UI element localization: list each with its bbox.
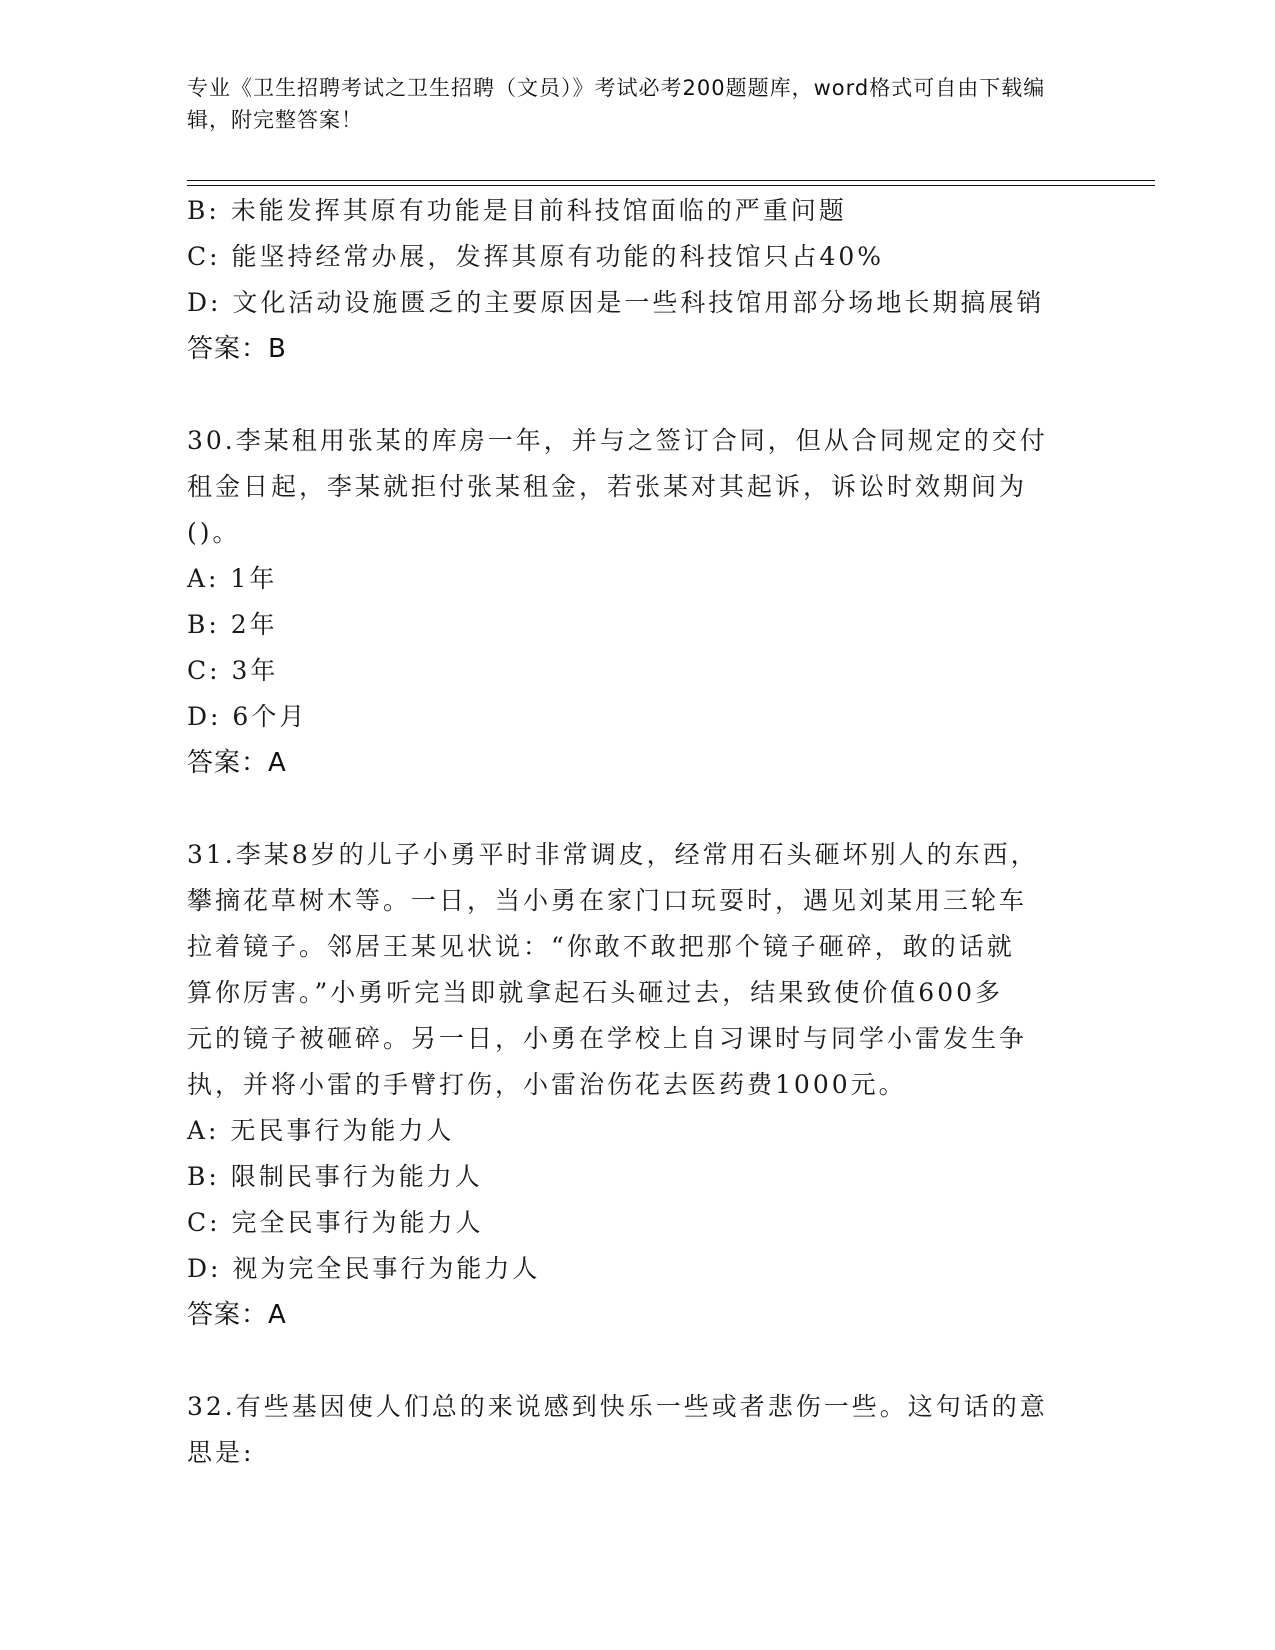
question-stem-line: ()。 <box>187 518 241 547</box>
header-title: 专业《卫生招聘考试之卫生招聘（文员）》考试必考200题题库，word格式可自由下载编辑，附完整答案！ <box>187 76 1046 132</box>
option-a: A: 1年 <box>187 564 278 593</box>
option-b: B: 限制民事行为能力人 <box>187 1162 483 1191</box>
document-header <box>187 72 1067 136</box>
option-d: D: 视为完全民事行为能力人 <box>187 1254 541 1283</box>
spacer <box>187 786 1077 832</box>
answer-label: 答案：A <box>187 748 287 778</box>
option-c: C: 完全民事行为能力人 <box>187 1208 484 1237</box>
option-c: C: 能坚持经常办展，发挥其原有功能的科技馆只占40% <box>187 242 885 271</box>
question-stem-line: 31.李某8岁的儿子小勇平时非常调皮，经常用石头砸坏别人的东西， <box>187 840 1039 869</box>
header-divider-bottom <box>187 185 1155 186</box>
option-c: C: 3年 <box>187 656 279 685</box>
spacer <box>187 1338 1077 1384</box>
question-block-31 <box>187 832 1077 1338</box>
question-stem-line: 元的镜子被砸碎。另一日，小勇在学校上自习课时与同学小雷发生争 <box>187 1024 1028 1053</box>
question-stem-line: 算你厉害。”小勇听完当即就拿起石头砸过去，结果致使价值600多 <box>187 978 1004 1007</box>
question-stem-line: 执，并将小雷的手臂打伤，小雷治伤花去医药费1000元。 <box>187 1070 907 1099</box>
option-d: D: 6个月 <box>187 702 308 731</box>
answer-label: 答案：B <box>187 334 287 364</box>
question-block-32 <box>187 1384 1077 1476</box>
question-stem-line: 32.有些基因使人们总的来说感到快乐一些或者悲伤一些。这句话的意 <box>187 1392 1048 1421</box>
question-stem-line: 租金日起，李某就拒付张某租金，若张某对其起诉，诉讼时效期间为 <box>187 472 1028 501</box>
question-block-prev <box>187 188 1077 372</box>
option-b: B: 2年 <box>187 610 278 639</box>
question-stem-line: 拉着镜子。邻居王某见状说：“你敢不敢把那个镜子砸碎，敢的话就 <box>187 932 1015 961</box>
question-list <box>187 188 1077 1476</box>
spacer <box>187 372 1077 418</box>
option-a: A: 无民事行为能力人 <box>187 1116 455 1145</box>
question-block-30 <box>187 418 1077 786</box>
question-stem-line: 30.李某租用张某的库房一年，并与之签订合同，但从合同规定的交付 <box>187 426 1048 455</box>
question-stem-line: 攀摘花草树木等。一日，当小勇在家门口玩耍时，遇见刘某用三轮车 <box>187 886 1028 915</box>
option-d: D: 文化活动设施匮乏的主要原因是一些科技馆用部分场地长期搞展销 <box>187 288 1045 317</box>
option-b: B: 未能发挥其原有功能是目前科技馆面临的严重问题 <box>187 196 847 225</box>
answer-label: 答案：A <box>187 1300 287 1330</box>
question-stem-line: 思是: <box>187 1438 255 1467</box>
header-divider-top <box>187 180 1155 181</box>
